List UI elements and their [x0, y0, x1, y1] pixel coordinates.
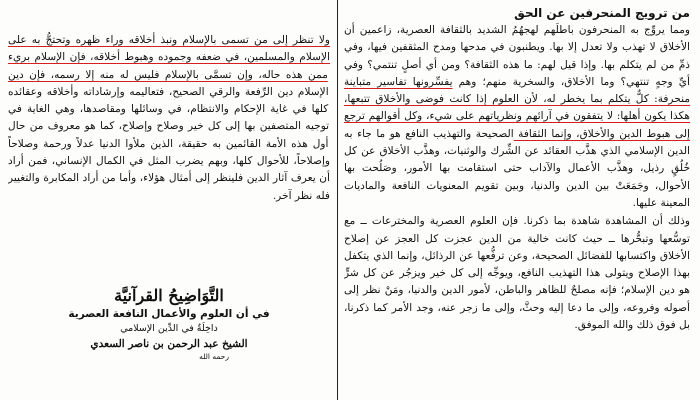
text-line: عن الشِّرك والوثنيات، وهذَّب الأخلاق عن كل خُلُقٍ رذيل، وهذَّب الأعمال: [344, 145, 690, 175]
right-column: [344, 0, 690, 400]
text-line: الصحيحة والتهذيب النافع هو ما جاء به الدين الإسلامي الذي هذَّب العقائد: [344, 127, 690, 158]
text-line: المثقفين فيها، وفي ذمِّ من لم يتكلم بها. وإذا قيل لهم: ما هذه الثقافة؟: [344, 41, 690, 71]
text-line-highlighted: على الإسلام والمسلمين، في ضعفه وجموده وهبوط أخلاقه، فإن الإسلام: [8, 34, 330, 64]
text-line: الدين والدنيا، ومَنْ نظر إلى أصوله وفروعه، وإلى ما دعا إليه وحثَّ، وإلى: [344, 284, 690, 314]
right-paragraph: [344, 22, 690, 334]
text-line: الدين والدنيا، وبين تقويم المعنويات النافعة والماديات المعينة عليها.: [344, 179, 690, 209]
text-line: أول هذه الأمة القائمين به حقيقة، الذين ملأوا الدنيا عدلاً ورحمة وصلاحاً: [8, 137, 329, 150]
text-line: إصلاح الأخلاق واكتسابها للفضائل الصحيحة، وعن ترفُّعها عن الرذائل،: [344, 232, 690, 262]
book-title-block: [8, 286, 330, 362]
text-line: خير ويزجُر عن كل شرٍّ هو دين الإسلام؛ فإنه مصلحٌ للظاهر والباطن، لأمور: [344, 267, 690, 297]
text-line: كلها في غاية الإحكام والانتظام، في وسائلها ومقاصدها، وهي الغاية في: [8, 103, 329, 116]
text-line: ومن أي أصلٍ تنتمي؟ وفي أيِّ وجهٍ تنتهي؟ وما الأخلاق، والسخرية منهم؛ وهم: [344, 58, 690, 88]
book-title: التَّوَاضِيحُ القرآنيَّة: [114, 286, 224, 305]
text-line: توجيه المتصفين بها إلى كل خير وصلاح وإصلاح، كما هو معروف من حال: [8, 120, 330, 133]
text-line: وإصلاحاً، للأحوال كلها، وبهم يضرب المثل في الكمال الإنساني، فمن: [23, 155, 330, 168]
section-heading: من ترويج المنحرفين عن الحق: [514, 6, 690, 20]
text-line-highlighted: بريء ممن هذه حاله، وإن تسمَّى بالإسلام فليس له منه إلا رسمه، فإن دين: [8, 51, 328, 81]
text-line: ــ مع توسُّعها وتبحُّرها ــ حيث كانت خالية من الدين عجزت كل العجز عن: [344, 215, 690, 245]
text-line: وذلك أن المشاهدة شاهدة بما ذكرنا. فإن العلوم العصرية والمخترعات: [366, 215, 690, 228]
author-name: الشيخ عبد الرحمن بن ناصر السعدي: [90, 338, 248, 350]
text-line: الإسلام دين الرِّفعة والرقي الصحيح، فتعاليمه وإرشاداته وأخلاقه وعقائده: [8, 85, 329, 98]
text-line: أراد أن يعرف آثار الدين فلينظر إلى أمثال هؤلاء، وأما من أراد المكابرة: [8, 155, 330, 185]
left-paragraph: [8, 32, 330, 205]
author-blessing: رحمه الله: [199, 352, 229, 361]
text-line: والآداب حتى استقامت بها الأمور، وصَلُحت بها الأحوال، وجَمَعَتْ بين: [344, 162, 690, 192]
text-line: وإنما الذي يتكفل بهذا الإصلاح ويتولى هذا التهذيب النافع، ويوجِّه إلى كل: [344, 249, 690, 280]
text-line: زاعمين أن الأخلاق لا تهذب ولا تعدل إلا بها. ويطنبون في مدحها ومدح: [344, 24, 690, 54]
text-line-highlighted: فوضى والأخلاق تتبعها، هكذا يكون أهلها: لا يتفقون في آرائهم ونظرياتهم: [344, 93, 690, 123]
text-line: ومما يروِّج به المنحرفون باطلَهم لهجهُمُ الشديد بالثقافة العصرية،: [391, 24, 690, 36]
text-line: والتغيير فله نظر آخر.: [8, 172, 330, 202]
column-divider: [337, 0, 338, 400]
text-line-highlighted: يفسِّرونها تفاسير متباينة منحرفة: كلٌّ يتكلم بما يخطر له، لأن العلوم إذا كانت: [344, 75, 690, 106]
book-subtitle: في أن العلوم والأعمال النافعة العصرية: [68, 308, 270, 320]
text-line: ما زجر عنه، وجد الأمر كما ذكرنا، بل فوق ذلك والله الموفق.: [344, 301, 690, 332]
text-line-highlighted: ولا تنظر إلى من تسمى بالإسلام ونبذ أخلاقه وراء ظهره وتحتجُّ به: [26, 34, 330, 46]
text-line-highlighted: على شيء، وكل أقوالهم ترجع إلى هبوط الدين والأخلاق، وإنما الثقافة: [344, 110, 690, 140]
book-subtitle-2: داخِلَةٌ في الدِّين الإسلامي: [120, 323, 218, 334]
